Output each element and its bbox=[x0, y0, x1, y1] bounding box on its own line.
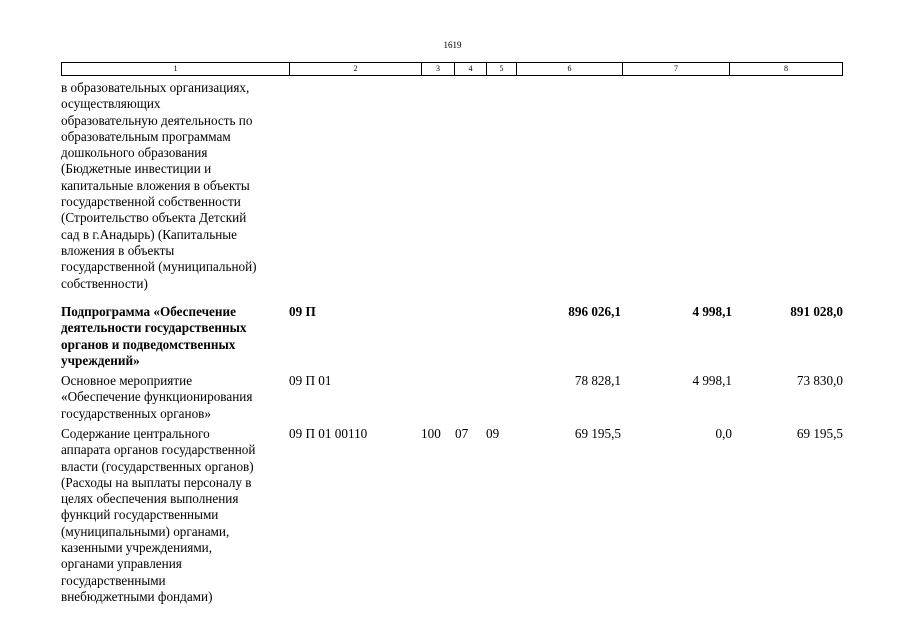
header-col-2: 2 bbox=[290, 63, 422, 75]
table-header bbox=[61, 62, 843, 76]
row-col-5: 09 bbox=[486, 426, 500, 441]
row-description: Содержание центрального аппарата органов государственной власти (государственных органов) (Расходы на выплаты персоналу в целях обеспечения выполнения функций государственными (муниципальными) органами, казенными учреждениями, органами управления государственными внебюджетными фондами) bbox=[61, 426, 256, 604]
row-description: Подпрограмма «Обеспечение деятельности государственных органов и подведомственных учреждений» bbox=[61, 304, 247, 368]
row-col-7: 0,0 bbox=[715, 426, 732, 441]
header-col-7: 7 bbox=[623, 63, 730, 75]
row-col-8: 73 830,0 bbox=[796, 373, 843, 388]
header-col-6: 6 bbox=[517, 63, 623, 75]
row-col-8: 891 028,0 bbox=[790, 304, 843, 319]
row-code: 09 П bbox=[289, 304, 316, 319]
row-code: 09 П 01 bbox=[289, 373, 332, 388]
row-col-6: 78 828,1 bbox=[574, 373, 621, 388]
row-col-7: 4 998,1 bbox=[692, 373, 732, 388]
row-col-6: 69 195,5 bbox=[574, 426, 621, 441]
row-description: Основное мероприятие «Обеспечение функционирования государственных органов» bbox=[61, 373, 253, 421]
header-col-1: 1 bbox=[62, 63, 290, 75]
row-col-6: 896 026,1 bbox=[568, 304, 621, 319]
header-col-8: 8 bbox=[784, 64, 788, 73]
row-col-7: 4 998,1 bbox=[692, 304, 732, 319]
header-col-3: 3 bbox=[422, 63, 455, 75]
row-col-8: 69 195,5 bbox=[796, 426, 843, 441]
row-col-3: 100 bbox=[421, 426, 441, 441]
header-col-4: 4 bbox=[455, 63, 487, 75]
row-col-4: 07 bbox=[455, 426, 469, 441]
row-description: в образовательных организациях, осуществляющих образовательную деятельность по образовательным программам дошкольного образования (Бюджетные инвестиции и капитальные вложения в объекты государственной собственности (Строительство объекта Детский сад в г.Анадырь) (Капитальные вложения в объекты государственной (муниципальной) собственности) bbox=[61, 80, 257, 291]
page-number: 1619 bbox=[443, 40, 462, 50]
row-code: 09 П 01 00110 bbox=[289, 426, 368, 441]
header-col-5: 5 bbox=[487, 63, 517, 75]
